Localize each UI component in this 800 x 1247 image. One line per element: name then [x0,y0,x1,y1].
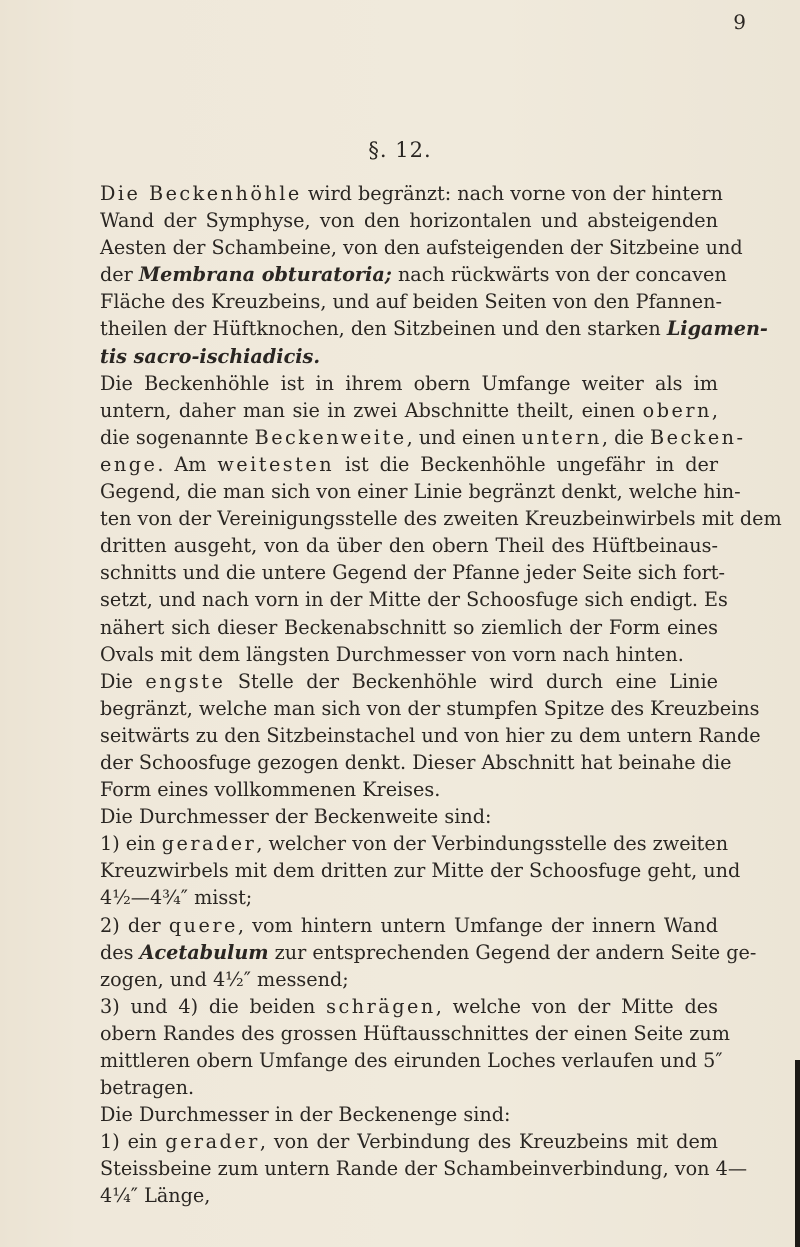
text-run: Form eines vollkommenen Kreises. [100,778,441,802]
text-run: 4½—4¾″ misst; [100,886,253,910]
text-line [100,1128,718,1155]
text-line [100,478,741,505]
text-run: wird begränzt: nach vorne von der hintern [301,182,723,205]
text-line [100,912,718,939]
emphasis-spaced: weitesten [217,452,335,476]
text-run: , vom hintern untern Umfange der innern Wand [237,913,719,937]
paragraph [100,803,718,830]
text-line [100,180,723,207]
text-run: Die Beckenhöhle ist in ihrem obern Umfange weiter als im [100,371,718,395]
text-line [100,966,718,993]
page-edge-shadow [795,1060,800,1247]
text-run: Die Durchmesser der Beckenweite sind: [100,805,492,829]
paragraph [100,912,757,993]
text-run: Stelle der Beckenhöhle wird durch eine Linie [225,669,718,693]
text-run: 1) ein [100,832,162,856]
latin-term: tis sacro-ischiadicis. [100,344,321,368]
text-run: nähert sich dieser Beckenabschnitt so ziemlich der Form eines [100,615,718,639]
text-line [100,1182,718,1209]
text-run: Gegend, die man sich von einer Linie begränzt denkt, welche hin- [100,480,741,504]
text-line [100,641,718,668]
text-line [100,234,743,261]
emphasis-spaced: engste [145,669,226,693]
text-run: Wand der Symphyse, von den horizontalen und absteigenden [100,209,718,233]
text-line [100,749,732,776]
text-run: zogen, und 4½″ messend; [100,967,349,991]
text-run: der [100,263,139,287]
text-line [100,288,722,315]
text-run: die sogenannte [100,425,255,449]
text-run: , welcher von der Verbindungsstelle des zweiten [256,832,729,856]
text-line [100,884,718,911]
paragraph [100,993,730,1101]
paragraph [100,370,782,668]
text-run: der Schoosfuge gezogen denkt. Dieser Abschnitt hat beinahe die [100,750,732,774]
text-line [100,586,728,613]
text-run: mittleren obern Umfange des eirunden Loches verlaufen und 5″ [100,1049,723,1072]
latin-term: Ligamen- [666,317,768,341]
text-line [100,668,718,695]
text-line [100,695,760,722]
text-run: Aesten der Schambeine, von den aufsteigenden der Sitzbeine und [100,236,743,260]
paragraph [100,668,761,803]
text-run: ist die Beckenhöhle ungefähr in der [334,452,719,476]
text-line [100,207,718,234]
text-line [100,830,729,857]
text-run: obern Randes des grossen Hüftausschnittes der einen Seite zum [100,1021,730,1045]
text-run: untern, daher man sie in zwei Abschnitte theilt, einen [100,398,643,422]
text-run: Die Durchmesser in der Beckenenge sind: [100,1103,511,1127]
emphasis-spaced: Becken- [649,425,746,449]
text-line [100,803,718,830]
text-line [100,1101,718,1128]
latin-term: Acetabulum [139,940,269,964]
text-run: 2) der [100,913,169,937]
text-line [100,315,768,342]
text-run: 4¼″ Länge, [100,1184,211,1208]
text-run: seitwärts zu den Sitzbeinstachel und von hier zu dem untern Rande [100,723,761,747]
text-run: 3) und 4) die beiden [100,994,327,1018]
text-run: , die [601,425,650,449]
emphasis-spaced: gerader [165,1130,260,1154]
text-line [100,939,757,966]
text-line [100,424,746,451]
text-run: Ovals mit dem längsten Durchmesser von vorn nach hinten. [100,642,684,666]
page-number: 9 [733,10,746,34]
text-line [100,505,782,532]
text-line [100,1020,730,1047]
emphasis-spaced: schrägen [326,994,436,1018]
text-run: Steissbeine zum untern Rande der Schambeinverbindung, von 4— [100,1157,748,1181]
text-line [100,1047,723,1074]
text-line [100,397,718,424]
emphasis-spaced: quere [168,913,238,937]
text-run: , und einen [406,425,522,449]
emphasis-spaced: obern [642,398,712,422]
text-run: schnitts und die untere Gegend der Pfanne jeder Seite sich fort- [100,561,725,585]
text-line [100,614,718,641]
body-text [100,180,782,1210]
text-run: Fläche des Kreuzbeins, und auf beiden Seiten von den Pfannen- [100,290,722,314]
paragraph [100,1101,718,1128]
latin-term: Membrana obturatoria; [138,263,392,287]
emphasis-spaced: Beckenweite [254,425,407,449]
text-run: 1) ein [100,1130,166,1154]
text-run: ten von der Vereinigungsstelle des zweiten Kreuzbeinwirbels mit dem [100,507,782,531]
text-line [100,722,761,749]
text-run: , welche von der Mitte des [435,994,718,1018]
text-run: setzt, und nach vorn in der Mitte der Schoosfuge sich endigt. Es [100,588,728,612]
text-run: betragen. [100,1076,195,1100]
emphasis-spaced: Die Beckenhöhle [100,182,302,205]
text-line [100,451,718,478]
emphasis-spaced: gerader [161,832,257,856]
text-run: begränzt, welche man sich von der stumpfen Spitze des Kreuzbeins [100,696,760,720]
text-line [100,532,718,559]
text-run: Kreuzwirbels mit dem dritten zur Mitte der Schoosfuge geht, und [100,859,741,883]
text-line [100,1155,748,1182]
text-run: zur entsprechenden Gegend der andern Seite ge- [268,940,757,964]
paragraph [100,830,741,911]
text-run: theilen der Hüftknochen, den Sitzbeinen und den starken [100,317,667,341]
paragraph [100,1128,748,1209]
text-line [100,370,718,397]
text-run: dritten ausgeht, von da über den obern Theil des Hüftbeinaus- [100,534,718,558]
emphasis-spaced: enge [100,452,158,476]
text-line [100,993,718,1020]
text-line [100,343,718,370]
text-run: Die [100,669,146,693]
text-run: . Am [157,452,218,476]
section-heading: §. 12. [368,138,432,162]
text-run: , [711,398,718,422]
emphasis-spaced: untern [521,425,602,449]
text-run: , von der Verbindung des Kreuzbeins mit dem [259,1130,718,1154]
text-run: des [100,940,140,964]
text-line [100,857,741,884]
text-line [100,776,718,803]
text-line [100,261,727,288]
paragraph [100,180,768,370]
text-line [100,1074,718,1101]
text-line [100,559,725,586]
text-run: nach rückwärts von der concaven [391,263,727,287]
